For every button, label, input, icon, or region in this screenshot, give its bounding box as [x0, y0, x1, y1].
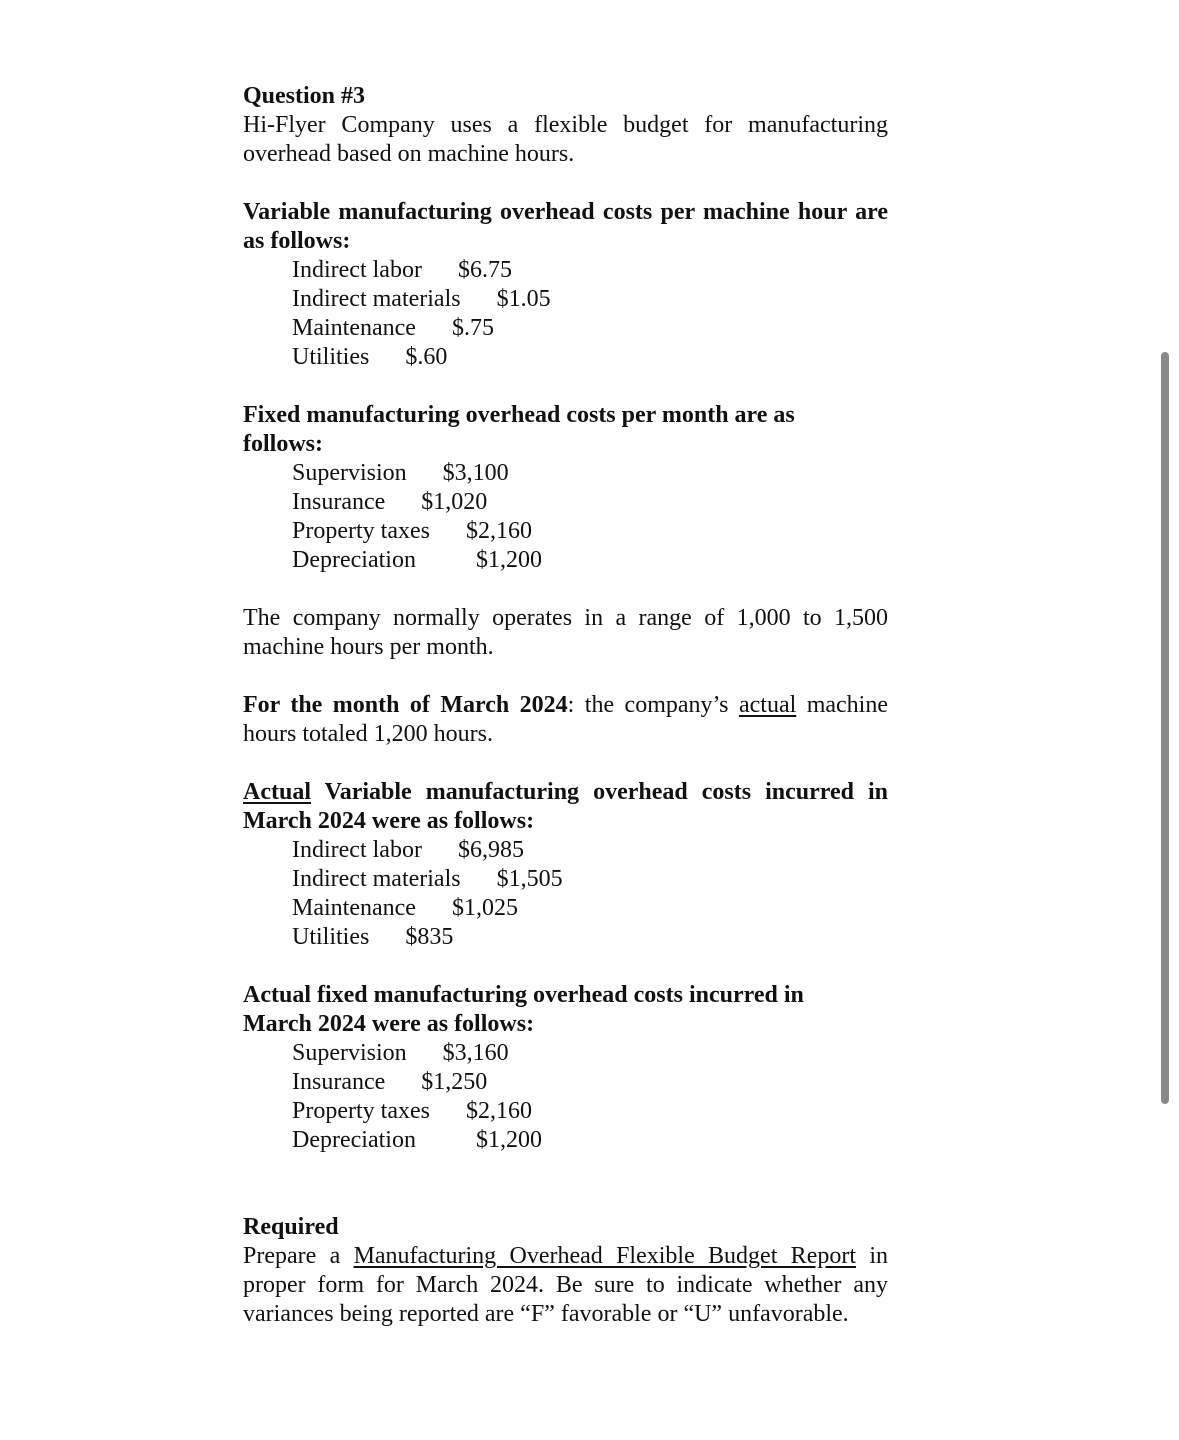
- intro-paragraph: Hi-Flyer Company uses a flexible budget for manufacturing overhead based on machine hours.: [243, 112, 888, 167]
- march-text-a: : the company’s: [567, 692, 739, 718]
- item-value: $835: [405, 924, 454, 950]
- item-value: $3,160: [442, 1040, 509, 1066]
- item-label: Indirect materials: [292, 286, 461, 312]
- item-label: Maintenance: [292, 315, 416, 341]
- march-text-b: machine hours totaled 1,200 hours.: [243, 692, 889, 747]
- required-paragraph: [243, 1242, 888, 1329]
- actual-variable-list: [292, 836, 888, 952]
- document: [243, 82, 888, 1329]
- item-value: $.60: [405, 344, 448, 370]
- list-item: [292, 256, 888, 285]
- item-label: Indirect materials: [292, 866, 461, 892]
- required-text-a: Prepare a: [243, 1243, 354, 1269]
- list-item: [292, 488, 888, 517]
- item-value: $1,505: [496, 866, 563, 892]
- actual-fixed-list: [292, 1039, 888, 1155]
- actual-underlined: actual: [738, 692, 797, 718]
- variable-costs-list: [292, 256, 888, 372]
- march-paragraph: [243, 691, 888, 749]
- actual-underlined-heading: Actual: [243, 779, 311, 805]
- item-label: Utilities: [292, 344, 370, 370]
- list-item: [292, 343, 888, 372]
- item-label: Indirect labor: [292, 837, 422, 863]
- list-item: [292, 1097, 888, 1126]
- item-value: $1,250: [421, 1069, 488, 1095]
- item-label: Insurance: [292, 489, 386, 515]
- report-name-underlined: Manufacturing Overhead Flexible Budget Report: [353, 1243, 857, 1269]
- item-label: Indirect labor: [292, 257, 422, 283]
- list-item: [292, 1039, 888, 1068]
- item-value: $.75: [451, 315, 494, 341]
- list-item: [292, 285, 888, 314]
- list-item: [292, 865, 888, 894]
- list-item: [292, 314, 888, 343]
- list-item: [292, 459, 888, 488]
- item-label: Depreciation: [292, 547, 416, 573]
- item-label: Property taxes: [292, 518, 430, 544]
- vertical-scrollbar[interactable]: [1161, 352, 1169, 1104]
- item-value: $1.05: [496, 286, 551, 312]
- item-label: Depreciation: [292, 1127, 416, 1153]
- actual-variable-heading: [243, 778, 888, 836]
- item-label: Supervision: [292, 460, 407, 486]
- item-value: $1,025: [451, 895, 518, 921]
- item-value: $2,160: [465, 1098, 532, 1124]
- item-label: Supervision: [292, 1040, 407, 1066]
- list-item: [292, 517, 888, 546]
- list-item: [292, 546, 888, 575]
- list-item: [292, 923, 888, 952]
- fixed-costs-heading: Fixed manufacturing overhead costs per month are as follows:: [243, 402, 795, 457]
- item-value: $3,100: [442, 460, 509, 486]
- item-value: $1,200: [475, 1127, 542, 1153]
- item-value: $2,160: [465, 518, 532, 544]
- actual-variable-heading-rest: Variable manufacturing overhead costs incurred in March 2024 were as follows:: [243, 779, 888, 834]
- list-item: [292, 1068, 888, 1097]
- list-item: [292, 1126, 888, 1155]
- item-value: $1,020: [421, 489, 488, 515]
- question-title: Question #3: [243, 83, 366, 109]
- operating-range-paragraph: The company normally operates in a range of 1,000 to 1,500 machine hours per month.: [243, 605, 888, 660]
- required-heading: Required: [243, 1214, 339, 1240]
- list-item: [292, 836, 888, 865]
- item-value: $1,200: [475, 547, 542, 573]
- variable-costs-heading: Variable manufacturing overhead costs per machine hour are as follows:: [243, 199, 888, 254]
- item-label: Maintenance: [292, 895, 416, 921]
- list-item: [292, 894, 888, 923]
- item-label: Property taxes: [292, 1098, 430, 1124]
- fixed-costs-list: [292, 459, 888, 575]
- required-text-b: in proper form for March 2024. Be sure to indicate whether any variances being reported are “F” favorable or “U” unfavorable.: [243, 1243, 888, 1327]
- march-lead: For the month of March 2024: [243, 692, 568, 718]
- item-label: Insurance: [292, 1069, 386, 1095]
- item-value: $6.75: [457, 257, 512, 283]
- actual-fixed-heading: Actual fixed manufacturing overhead costs incurred in March 2024 were as follows:: [243, 982, 804, 1037]
- item-label: Utilities: [292, 924, 370, 950]
- item-value: $6,985: [457, 837, 524, 863]
